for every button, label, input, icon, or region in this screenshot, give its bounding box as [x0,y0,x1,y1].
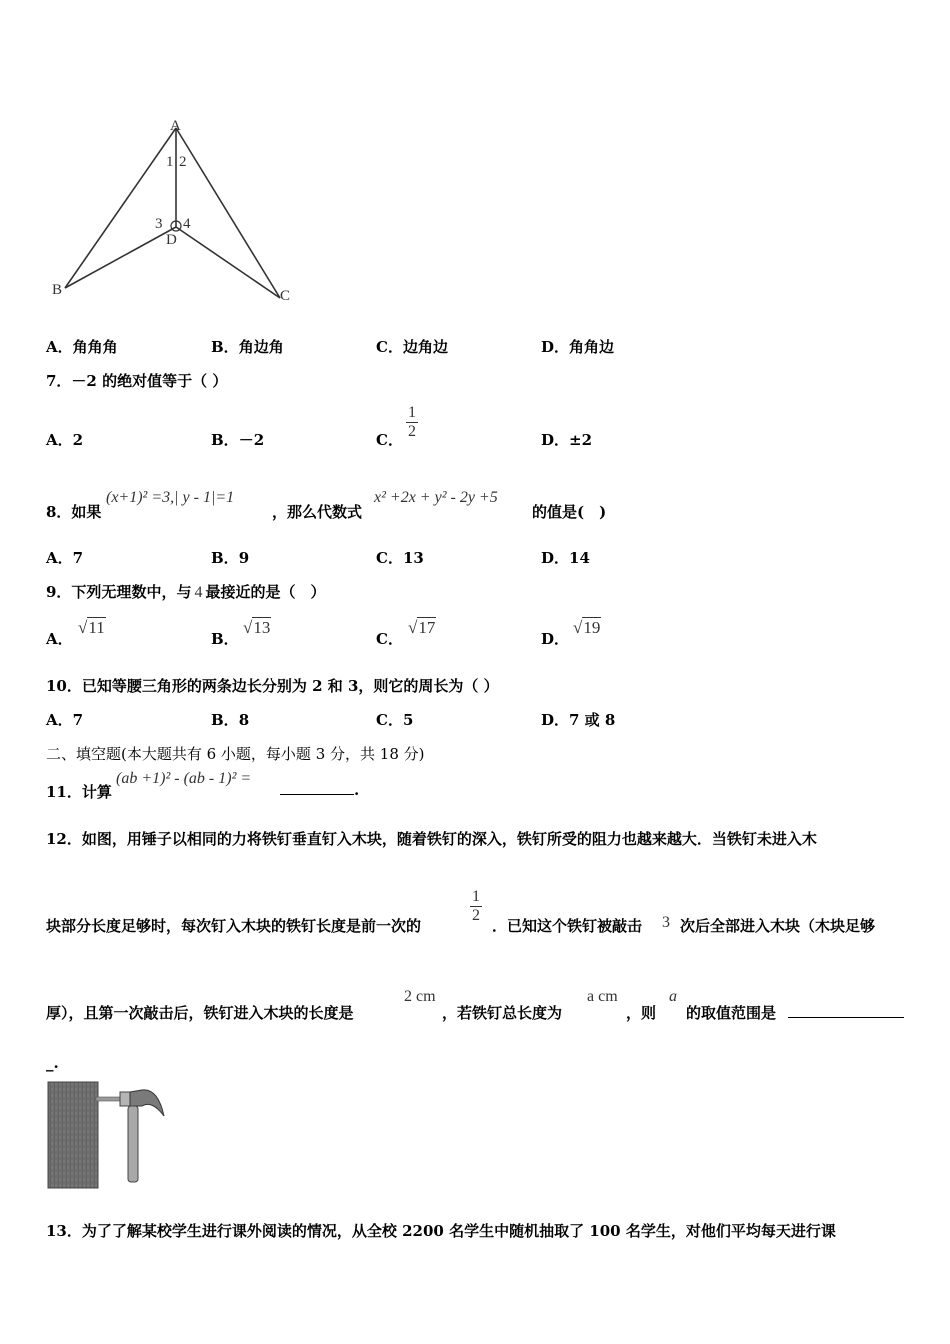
q6-option-d: D．角角边 [541,338,615,356]
q7-option-d: D．±2 [541,431,593,449]
hammer-head-face [120,1092,130,1106]
q8-option-d: D．14 [541,549,590,567]
label-D: D [166,232,177,248]
q8-mid: ，那么代数式 [272,503,363,521]
q9-stem: 9．下列无理数中，与 4 最接近的是（ ） [46,583,326,601]
q10-option-d: D．7 或 8 [541,711,616,729]
q12-answer-blank[interactable] [788,1003,904,1022]
angle-2: 2 [179,154,187,170]
q12-line4: _. [46,1054,59,1072]
q8-prefix: 8．如果 [46,503,102,521]
q8-option-b: B．9 [211,549,250,567]
q10-option-c: C．5 [376,711,414,729]
hammer-nail-illustration [46,1080,176,1190]
q10-option-a: A．7 [46,711,84,729]
q7-option-b: B．－2 [211,431,265,449]
q9-option-b: B． [211,630,239,648]
q7-stem: 7．－2 的绝对值等于（ ） [46,372,228,390]
q12-line1: 12．如图，用锤子以相同的力将铁钉垂直钉入木块，随着铁钉的深入，铁钉所受的阻力也越来越大．当铁钉未进入木 [46,830,817,848]
nail [96,1097,122,1101]
q13-line1: 13．为了了解某校学生进行课外阅读的情况，从全校 2200 名学生中随机抽取了 100 名学生，对他们平均每天进行课 [46,1222,836,1240]
q12-line2c: 次后全部进入木块（木块足够 [680,917,876,935]
q8-option-a: A．7 [46,549,84,567]
q9-option-a-sqrt: √11 [78,618,105,637]
q12-line3a: 厚），且第一次敲击后，铁钉进入木块的长度是 [46,1004,354,1022]
q10-option-b: B．8 [211,711,250,729]
section-heading: 二、填空题(本大题共有 6 小题，每小题 3 分，共 18 分) [46,745,425,763]
q8-condition: (x+1)² =3,| y - 1|=1 [106,489,235,506]
angle-3: 3 [155,216,163,232]
q7-option-c-fraction: 1 2 [408,404,416,440]
q10-stem: 10．已知等腰三角形的两条边长分别为 2 和 3，则它的周长为（ ） [46,677,499,695]
q6-option-c: C．边角边 [376,338,448,356]
label-B: B [52,282,63,298]
q12-line3d: 的取值范围是 [686,1004,777,1022]
q9-option-a: A． [46,630,73,648]
q6-option-a: A．角角角 [46,338,118,356]
q9-option-c: C． [376,630,403,648]
q8-expression: x² +2x + y² - 2y +5 [374,489,498,506]
angle-4: 4 [183,216,191,232]
q12-times: 3 [662,914,670,931]
q8-suffix: 的值是( ) [532,503,607,521]
q9-option-d: D． [541,630,570,648]
q12-line3c: ，则 [626,1004,657,1022]
q11-expression: (ab +1)² - (ab - 1)² = [116,770,252,787]
q7-option-a: A．2 [46,431,84,449]
q12-len1: 2 cm [404,988,436,1005]
hammer-handle [128,1106,138,1182]
q8-option-c: C．13 [376,549,424,567]
q9-option-d-sqrt: √19 [573,618,601,637]
label-A: A [170,118,181,134]
q12-line3b: ，若铁钉总长度为 [442,1004,563,1022]
q12-len2: a cm [587,988,618,1005]
label-C: C [280,288,291,304]
q9-option-b-sqrt: √13 [243,618,271,637]
q6-option-b: B．角边角 [211,338,284,356]
q7-option-c: C． [376,431,403,449]
q11-answer-blank[interactable]: . [280,780,359,799]
q12-line2a: 块部分长度足够时，每次钉入木块的铁钉长度是前一次的 [46,917,422,935]
wood-block [48,1082,98,1188]
q12-fraction: 1 2 [472,888,480,924]
triangle-figure [40,110,310,310]
q11-prefix: 11．计算 [46,783,112,801]
q9-option-c-sqrt: √17 [408,618,436,637]
q12-line2b: ．已知这个铁钉被敲击 [492,917,643,935]
q12-var: a [669,988,677,1005]
angle-1: 1 [166,154,174,170]
